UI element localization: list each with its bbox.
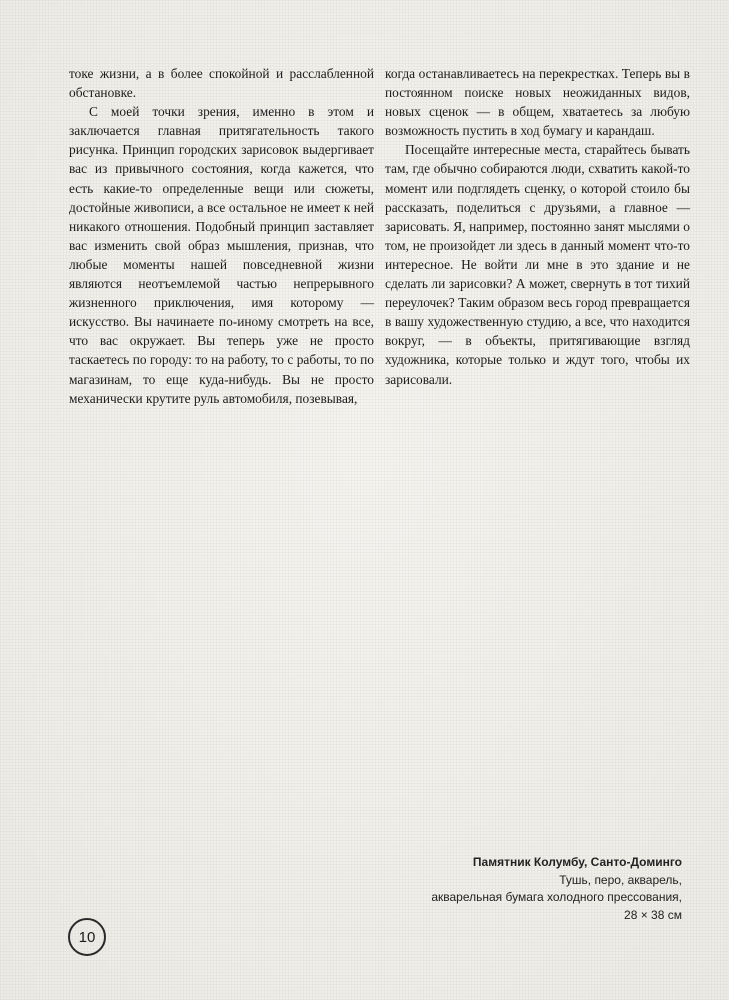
page-number xyxy=(68,918,106,956)
caption-title: Памятник Колумбу, Санто-Доминго xyxy=(472,855,682,869)
caption-paper: акварельная бумага холодного прессования, xyxy=(431,890,682,904)
paragraph: токе жизни, а в более спокойной и расслабленной обстановке. xyxy=(69,66,374,101)
caption-size: 28 × 38 см xyxy=(624,907,682,922)
paragraph: Посещайте интересные места, старайтесь бывать там, где обычно собираются люди, схватить какой-то момент или подглядеть сценку, о которой стоило бы рассказать, поделиться с друзьями, а главное — зарисовать. Я, например, постоянно занят мыслями о том, не произойдет ли здесь в данный момент что-то интересное. Не войти ли мне в это здание и не сделать ли зарисовки? А может, свернуть в тот тихий переулочек? Таким образом весь город превращается в вашу художественную студию, а все, что находится вокруг, — в объекты, притягивающие взгляд художника, которые только и ждут того, чтобы их зарисовали. xyxy=(385,142,690,387)
caption-medium: Тушь, перо, акварель, xyxy=(559,872,682,887)
paragraph: С моей точки зрения, именно в этом и заключается главная притягательность такого рисунка. Принцип городских зарисовок выдергивает вас из привычного состояния, когда кажется, что есть какие-то определенные вещи или сюжеты, достойные живописи, а все остальное не имеет к ней никакого отношения. Подобный принцип заставляет вас изменить свой образ мышления, признав, что любые моменты нашей повседневной жизни являются неотъемлемой частью непрерывного жизненного приключения, имя которому — искусство. Вы начинаете по-иному смотреть на все, что вас окружает. Вы теперь уже не просто таскаетесь по городу: то на работу, то с работы, то по магазинам, то еще куда-нибудь. Вы не просто механически крутите руль автомобиля, позевывая, xyxy=(69,104,374,406)
paragraph: когда останавливаетесь на перекрестках. Теперь вы в постоянном поиске новых неожиданных видов, новых сценок — в общем, хватаетесь за любую возможность пустить в ход бумагу и карандаш. xyxy=(385,66,690,139)
illustration-caption xyxy=(431,854,682,924)
text-column-left xyxy=(69,64,374,408)
text-column-right xyxy=(385,64,690,389)
page-number-label: 10 xyxy=(78,928,96,946)
